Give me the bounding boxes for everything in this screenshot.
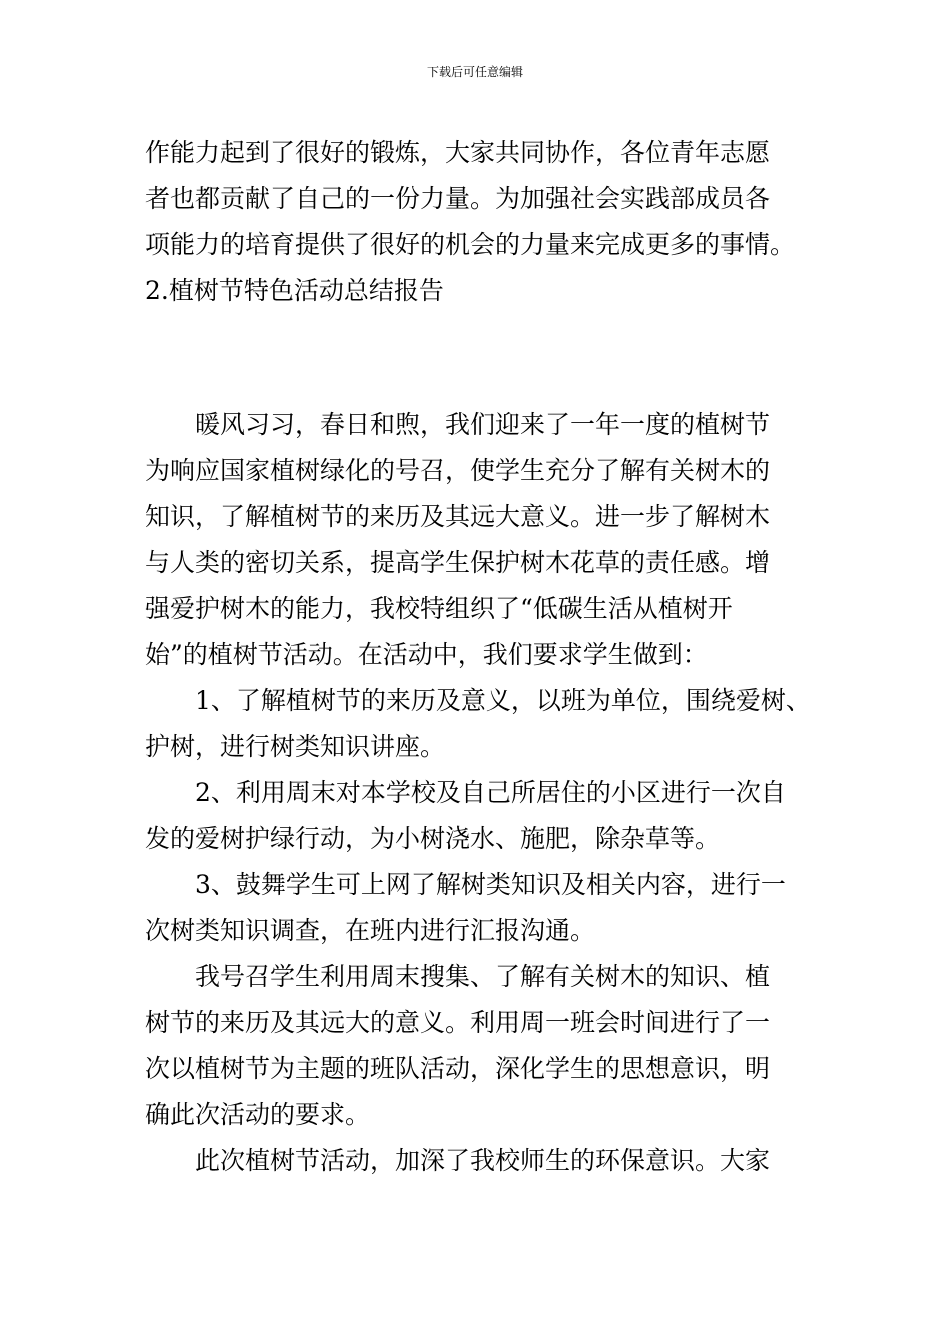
body-line: 次以植树节为主题的班队活动，深化学生的思想意识，明 <box>145 1054 771 1083</box>
body-line: 与人类的密切关系，提高学生保护树木花草的责任感。增 <box>145 548 771 577</box>
body-line: 树节的来历及其远大的意义。利用周一班会时间进行了一 <box>145 1008 771 1037</box>
body-line: 为响应国家植树绿化的号召，使学生充分了解有关树木的 <box>145 456 771 485</box>
body-line: 我号召学生利用周末搜集、了解有关树木的知识、植 <box>195 962 771 991</box>
page-header: 下载后可任意编辑 <box>426 65 523 79</box>
body-line: 知识，了解植树节的来历及其远大意义。进一步了解树木 <box>145 502 771 531</box>
body-line: 作能力起到了很好的锻炼，大家共同协作，各位青年志愿 <box>145 138 771 167</box>
list-item-line: 2、利用周末对本学校及自己所居住的小区进行一次自 <box>195 778 786 807</box>
list-item-line: 1、了解植树节的来历及意义，以班为单位，围绕爱树、 <box>195 686 811 715</box>
section-gap <box>145 314 815 402</box>
body-line: 确此次活动的要求。 <box>145 1100 371 1129</box>
body-line: 者也都贡献了自己的一份力量。为加强社会实践部成员各 <box>145 184 771 213</box>
body-line: 强爱护树木的能力，我校特组织了“低碳生活从植树开 <box>145 594 733 623</box>
document-body <box>145 130 815 1184</box>
body-line: 暖风习习，春日和煦，我们迎来了一年一度的植树节 <box>195 410 771 439</box>
list-item-line: 3、鼓舞学生可上网了解树类知识及相关内容，进行一 <box>195 870 786 899</box>
list-item-line: 发的爱树护绿行动，为小树浇水、施肥，除杂草等。 <box>145 824 721 853</box>
list-item-line: 次树类知识调查，在班内进行汇报沟通。 <box>145 916 596 945</box>
list-item-line: 护树，进行树类知识讲座。 <box>145 732 446 761</box>
body-line: 此次植树节活动，加深了我校师生的环保意识。大家 <box>195 1146 771 1175</box>
body-line: 项能力的培育提供了很好的机会的力量来完成更多的事情。 <box>145 230 796 259</box>
body-line: 始”的植树节活动。在活动中，我们要求学生做到： <box>145 640 708 669</box>
section-title: 2.植树节特色活动总结报告 <box>145 276 444 305</box>
